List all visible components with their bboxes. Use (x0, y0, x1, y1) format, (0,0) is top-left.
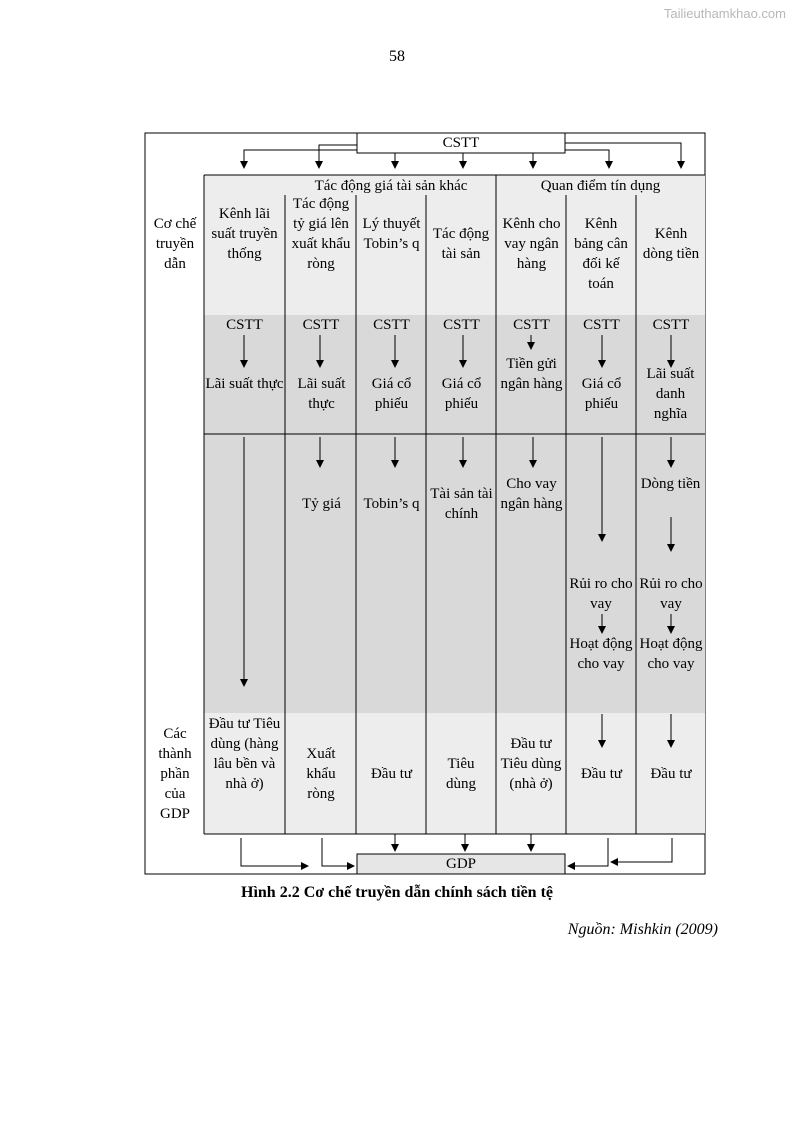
stage3-5: Cho vay ngân hàng (500, 476, 563, 512)
gdp-component-1: Đầu tư Tiêu dùng (hàng lâu bền và nhà ở) (208, 716, 281, 792)
channel-name-2: Tác động tỷ giá lên xuất khẩu ròng (291, 196, 351, 272)
stage1-cstt-3: CSTT (373, 317, 410, 333)
figure-caption: Hình 2.2 Cơ chế truyền dẫn chính sách tiền tệ (241, 884, 553, 901)
stage2-2: Lãi suất thực (297, 376, 346, 412)
activity-7: Hoạt động cho vay (639, 636, 703, 672)
page-number: 58 (389, 48, 405, 65)
stage2-5: Tiền gửi ngân hàng (500, 356, 563, 392)
channel-name-1: Kênh lãi suất truyền thống (211, 206, 278, 262)
stage1-cstt-7: CSTT (652, 317, 690, 333)
left-label-transmission: Cơ chế truyền dẫn (153, 216, 197, 272)
figure-source: Nguồn: Mishkin (2009) (567, 921, 718, 938)
group-header-other-assets: Tác động giá tài sản khác (314, 178, 468, 194)
stage3-2: Tỷ giá (302, 496, 341, 512)
activity-6: Hoạt động cho vay (569, 636, 633, 672)
channel-name-4: Tác động tài sản (432, 226, 490, 262)
stage2-6: Giá cổ phiếu (581, 376, 622, 412)
channel-name-6: Kênh bảng cân đối kế toán (574, 216, 628, 292)
channel-name-3: Lý thuyết Tobin’s q (362, 216, 421, 252)
left-label-gdp-components: Các thành phần của GDP (158, 726, 192, 822)
stage2-4: Giá cổ phiếu (441, 376, 482, 412)
stage3-4: Tài sản tài chính (430, 486, 493, 522)
gdp-component-5: Đầu tư Tiêu dùng (nhà ở) (500, 736, 562, 792)
stage3-7: Dòng tiền (640, 476, 701, 492)
stage2-1: Lãi suất thực (205, 376, 284, 392)
gdp-component-4: Tiêu dùng (446, 756, 476, 792)
stage3-3: Tobin’s q (363, 496, 420, 512)
top-node-cstt: CSTT (442, 135, 480, 151)
stage1-cstt-4: CSTT (443, 317, 480, 333)
bottom-node-gdp: GDP (445, 856, 476, 872)
channel-name-5: Kênh cho vay ngân hàng (502, 216, 561, 272)
stage1-cstt-5: CSTT (513, 317, 550, 333)
group-header-credit-view: Quan điểm tín dụng (540, 178, 661, 194)
gdp-component-3: Đầu tư (370, 766, 413, 782)
gdp-component-7: Đầu tư (650, 766, 692, 782)
risk-7: Rủi ro cho vay (639, 576, 703, 612)
stage1-cstt-2: CSTT (302, 317, 340, 333)
risk-6: Rủi ro cho vay (569, 576, 633, 612)
watermark: Tailieuthamkhao.com (663, 6, 786, 21)
stage1-cstt-1: CSTT (226, 317, 263, 333)
channel-name-7: Kênh dòng tiền (642, 226, 700, 262)
gdp-component-2: Xuất khẩu ròng (306, 746, 336, 802)
stage2-3: Giá cổ phiếu (371, 376, 412, 412)
gdp-component-6: Đầu tư (580, 766, 623, 782)
stage2-7: Lãi suất danh nghĩa (646, 366, 695, 422)
stage1-cstt-6: CSTT (583, 317, 620, 333)
